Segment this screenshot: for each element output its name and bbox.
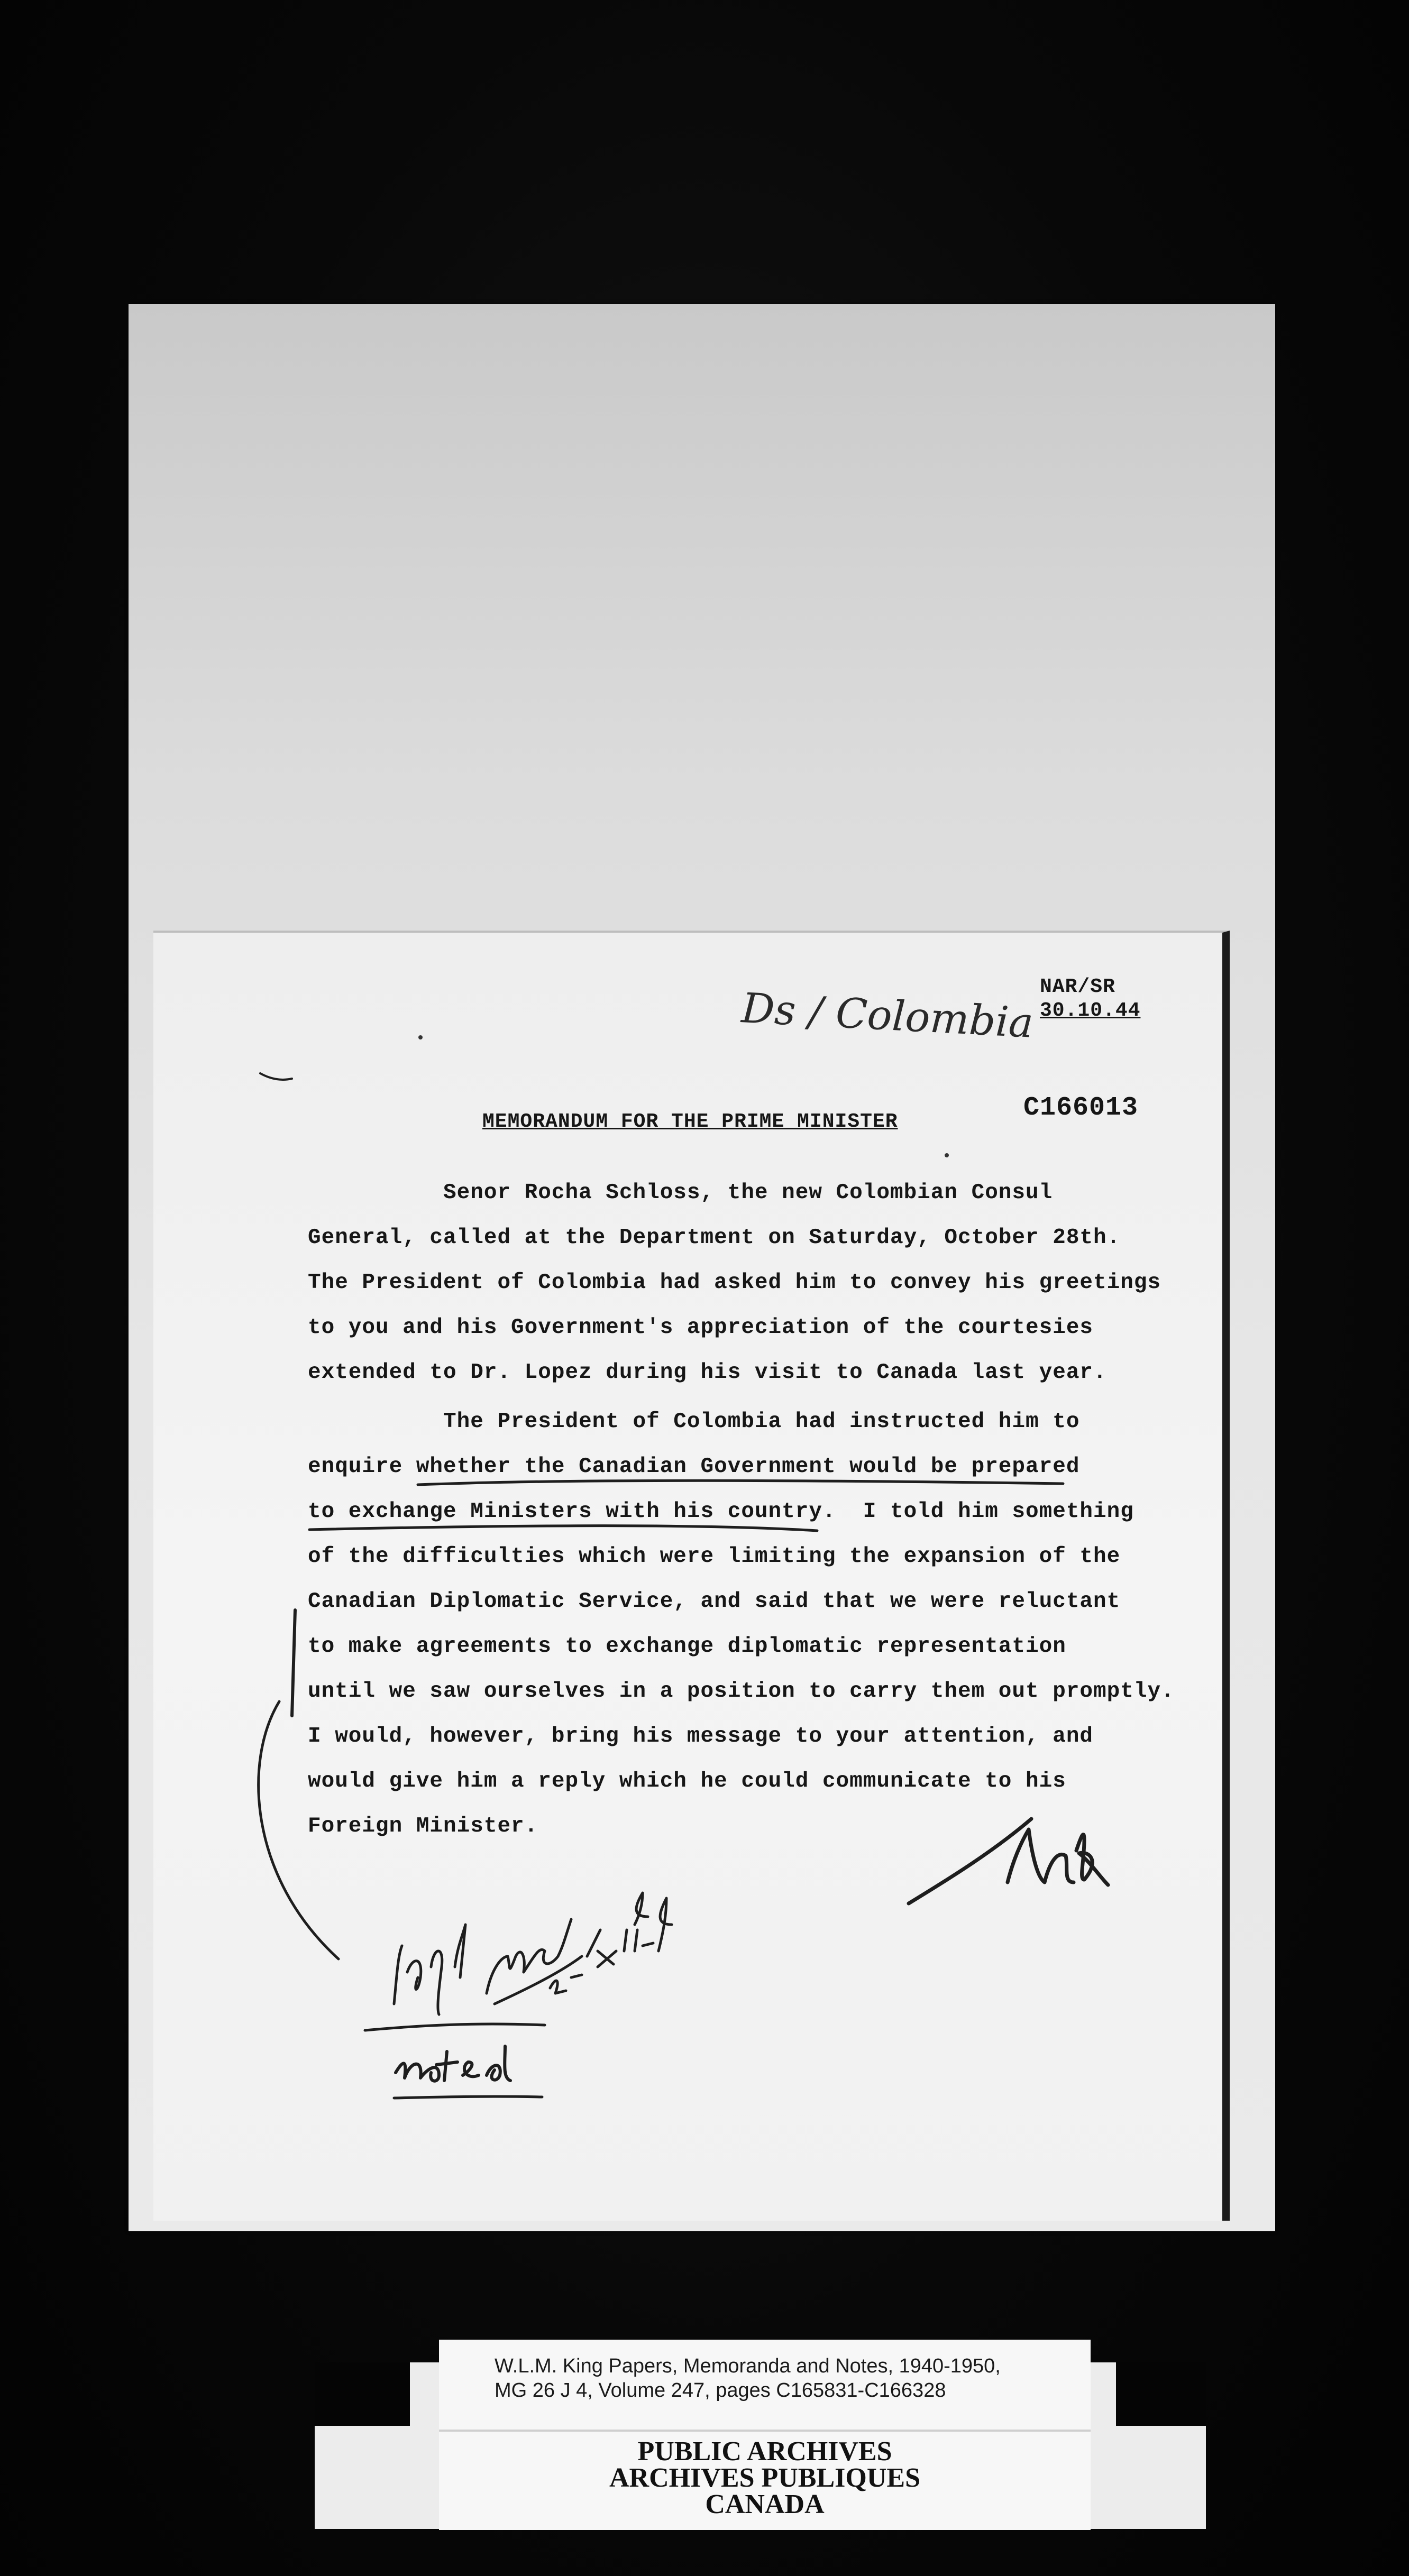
text-line: Foreign Minister. bbox=[308, 1814, 538, 1838]
text-line: The President of Colombia had instructed him to bbox=[308, 1410, 1080, 1434]
memo-title: MEMORANDUM FOR THE PRIME MINISTER bbox=[482, 1110, 898, 1133]
text-line: Senor Rocha Schloss, the new Colombian Consul bbox=[308, 1181, 1053, 1205]
handwritten-file-annotation: Ds / Colombia bbox=[740, 985, 1035, 1047]
text-line: Canadian Diplomatic Service, and said that we were reluctant bbox=[308, 1589, 1121, 1614]
archive-name bbox=[439, 2436, 1091, 2519]
label-notch-left bbox=[315, 2362, 410, 2426]
collection-citation bbox=[495, 2354, 1001, 2403]
text-line: to exchange Ministers with his country. I told him something bbox=[308, 1499, 1134, 1524]
archive-name-english: PUBLIC ARCHIVES bbox=[637, 2436, 892, 2467]
text-line: of the difficulties which were limiting the expansion of the bbox=[308, 1544, 1121, 1569]
label-notch-right bbox=[1116, 2362, 1206, 2426]
document-number: C166013 bbox=[1023, 1093, 1139, 1123]
reference-initials: NAR/SR bbox=[1040, 976, 1115, 998]
text-line: I would, however, bring his message to your attention, and bbox=[308, 1724, 1094, 1749]
text-line: would give him a reply which he could communicate to his bbox=[308, 1769, 1066, 1793]
text-line: until we saw ourselves in a position to carry them out promptly. bbox=[308, 1679, 1175, 1704]
text-line: enquire whether the Canadian Government would be prepared bbox=[308, 1455, 1080, 1479]
label-divider bbox=[439, 2430, 1091, 2432]
archive-country: CANADA bbox=[705, 2489, 825, 2519]
text-line: The President of Colombia had asked him to convey his greetings bbox=[308, 1271, 1161, 1295]
text-line: extended to Dr. Lopez during his visit to Canada last year. bbox=[308, 1360, 1107, 1385]
reference-date: 30.10.44 bbox=[1040, 999, 1141, 1022]
text-line: General, called at the Department on Saturday, October 28th. bbox=[308, 1226, 1121, 1250]
text-line: to you and his Government's appreciation of the courtesies bbox=[308, 1315, 1094, 1340]
citation-line-1: W.L.M. King Papers, Memoranda and Notes, 1940-1950, bbox=[495, 2355, 1001, 2377]
archive-name-french: ARCHIVES PUBLIQUES bbox=[609, 2463, 921, 2493]
text-line: to make agreements to exchange diplomatic representation bbox=[308, 1634, 1066, 1659]
citation-line-2: MG 26 J 4, Volume 247, pages C165831-C166328 bbox=[495, 2379, 946, 2402]
